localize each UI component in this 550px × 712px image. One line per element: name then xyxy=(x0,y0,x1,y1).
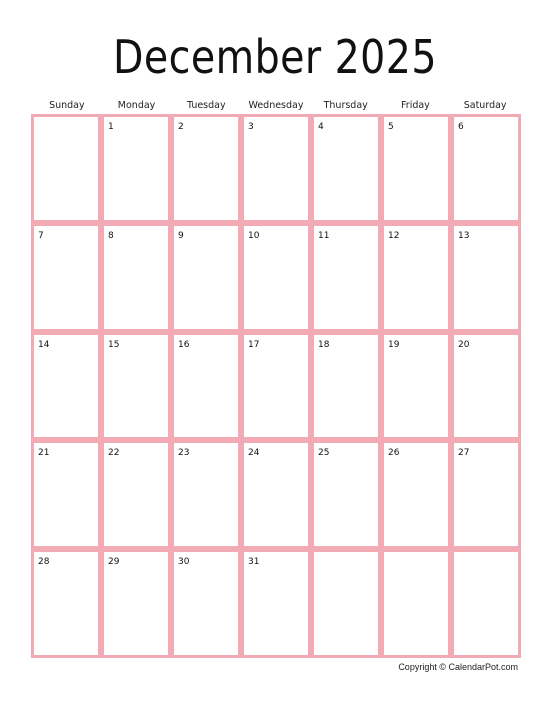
day-number: 21 xyxy=(38,448,50,459)
day-cell xyxy=(381,549,451,658)
day-cell xyxy=(171,549,241,658)
day-cell xyxy=(451,440,521,549)
weekday-tuesday: Tuesday xyxy=(186,100,226,111)
day-number: 30 xyxy=(178,557,190,568)
weekday-monday: Monday xyxy=(117,100,156,111)
day-number: 23 xyxy=(178,448,190,459)
day-cell xyxy=(311,332,381,441)
day-cell xyxy=(451,549,521,658)
day-number: 19 xyxy=(388,339,400,350)
day-number: 26 xyxy=(388,448,400,459)
day-cell xyxy=(241,223,311,332)
day-cell xyxy=(101,332,171,441)
day-number: 7 xyxy=(38,230,44,241)
day-cell xyxy=(101,549,171,658)
day-cell xyxy=(101,223,171,332)
day-cell xyxy=(311,114,381,223)
day-number: 9 xyxy=(178,230,184,241)
weekday-friday: Friday xyxy=(401,100,430,111)
day-cell xyxy=(171,332,241,441)
day-number: 31 xyxy=(248,557,260,568)
day-cell xyxy=(451,332,521,441)
day-cell xyxy=(381,440,451,549)
day-number: 20 xyxy=(458,339,470,350)
day-cell xyxy=(311,549,381,658)
day-number: 22 xyxy=(108,448,120,459)
copyright-footer: Copyright © CalendarPot.com xyxy=(398,662,518,672)
day-cell xyxy=(311,440,381,549)
day-number: 14 xyxy=(38,339,50,350)
day-number: 5 xyxy=(388,122,394,132)
day-cell xyxy=(171,223,241,332)
day-cell xyxy=(451,114,521,223)
day-cell xyxy=(381,332,451,441)
day-number: 6 xyxy=(458,122,464,132)
day-number: 11 xyxy=(318,230,330,241)
day-cell xyxy=(31,223,101,332)
day-number: 12 xyxy=(388,230,400,241)
day-cell xyxy=(101,440,171,549)
day-number: 17 xyxy=(248,339,260,350)
day-cell xyxy=(171,440,241,549)
day-number: 1 xyxy=(108,122,114,132)
calendar-grid xyxy=(31,114,521,658)
day-number: 27 xyxy=(458,448,470,459)
day-cell xyxy=(381,114,451,223)
day-number: 2 xyxy=(178,122,184,132)
weekday-sunday: Sunday xyxy=(49,100,85,111)
day-number: 25 xyxy=(318,448,330,459)
day-number: 29 xyxy=(108,557,120,568)
day-cell xyxy=(311,223,381,332)
day-cell xyxy=(241,114,311,223)
weekday-wednesday: Wednesday xyxy=(248,100,304,111)
day-cell xyxy=(31,549,101,658)
day-number: 15 xyxy=(108,339,120,350)
day-cell xyxy=(451,223,521,332)
day-number: 3 xyxy=(248,122,254,132)
day-cell xyxy=(241,332,311,441)
day-number: 8 xyxy=(108,230,114,241)
day-cell xyxy=(241,440,311,549)
day-number: 13 xyxy=(458,230,470,241)
day-number: 16 xyxy=(178,339,190,350)
day-cell xyxy=(171,114,241,223)
day-number: 4 xyxy=(318,122,324,132)
day-cell xyxy=(241,549,311,658)
day-cell xyxy=(381,223,451,332)
day-cell xyxy=(31,114,101,223)
day-cell xyxy=(31,440,101,549)
weekday-saturday: Saturday xyxy=(463,100,507,111)
day-cell xyxy=(31,332,101,441)
calendar-title: December 2025 xyxy=(112,30,437,84)
weekday-thursday: Thursday xyxy=(323,100,368,111)
day-cell xyxy=(101,114,171,223)
weekday-header-row xyxy=(32,98,520,114)
day-number: 10 xyxy=(248,230,260,241)
day-number: 18 xyxy=(318,339,330,350)
day-number: 24 xyxy=(248,448,260,459)
day-number: 28 xyxy=(38,557,50,568)
